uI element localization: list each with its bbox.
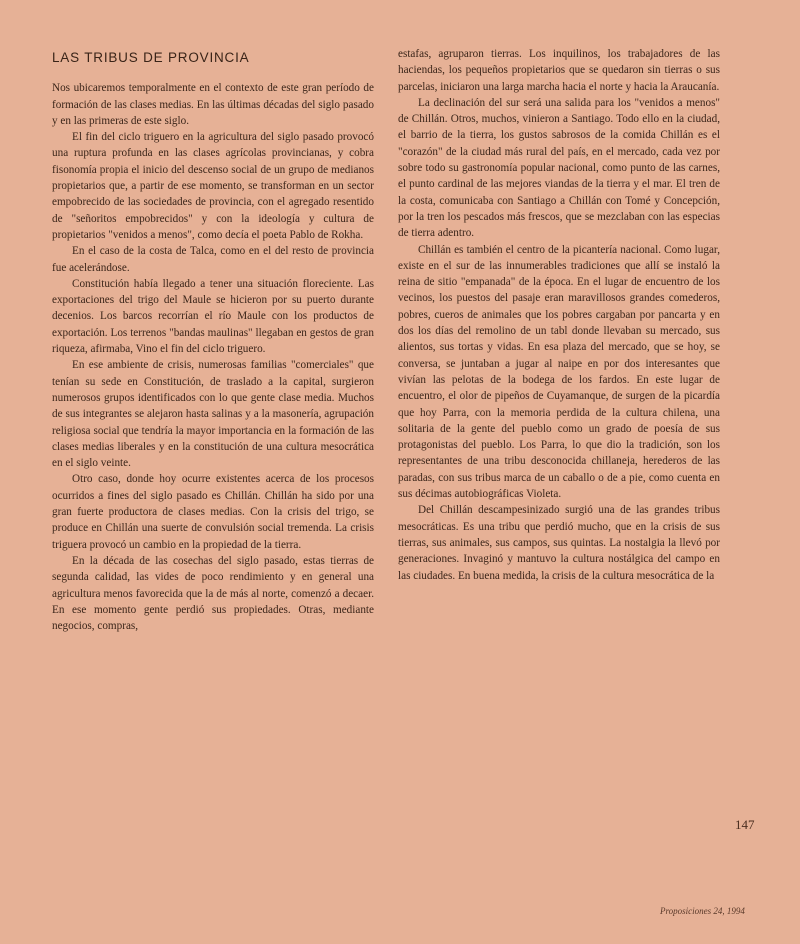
footer-citation: Proposiciones 24, 1994 <box>660 906 745 916</box>
paragraph: estafas, agruparon tierras. Los inquilinos, los trabajadores de las haciendas, los pequeños propietarios que se quedaron sin tierras o sus parcelas, iniciaron una larga marcha hacia el norte y hacia la Araucanía. <box>398 48 720 93</box>
section-heading: LAS TRIBUS DE PROVINCIA <box>52 50 250 65</box>
paragraph: Constitución había llegado a tener una situación floreciente. Las exportaciones del trigo del Maule se hicieron por su puerto durante decenios. Los barcos recorrían el río Maule con los productos de exportación. Los terrenos "bandas maulinas" llegaban en gestos de gran riqueza, afirmaba, Vino el fin del ciclo triguero. <box>52 277 374 356</box>
paragraph: El fin del ciclo triguero en la agricultura del siglo pasado provocó una ruptura profunda en las clases agrícolas provincianas, y cobra fisonomía propia el inicio del descenso social de un grupo de medianos propietarios que, a partir de ese momento, se transforman en un sector empobrecido de las sociedades de provincia, con el agregado resentido de "señoritos empobrecidos" y con la ideología y cultura de propietarios "venidos a menos", como decía el poeta Pablo de Rokha. <box>52 131 374 241</box>
paragraph: Del Chillán descampesinizado surgió una de las grandes tribus mesocráticas. Es una tribu que perdió mucho, que en la crisis de sus tierras, sus animales, sus campos, sus quintas. La nostalgia la llevó por generaciones. Invaginó y mantuvo la cultura nostálgica del campo en las ciudades. En buena medida, la crisis de la cultura mesocrática de la <box>398 504 720 582</box>
paragraph: Nos ubicaremos temporalmente en el contexto de este gran período de formación de las clases medias. En las últimas décadas del siglo pasado y en las primeras de este siglo. <box>52 82 374 127</box>
paragraph: En el caso de la costa de Talca, como en el del resto de provincia fue acelerándose. <box>52 245 374 274</box>
paragraph: En ese ambiente de crisis, numerosas familias "comerciales" que tenían su sede en Constitución, de traslado a la capital, surgieron numerosos grupos identificados con lo que gente clase media. Muchos de sus integrantes se alejaron hasta salinas y a la masonería, agrupación religiosa social que tendría la mayor importancia en la formación de las clases medias liberales y en la constitución de una cultura mesocrática en el siglo veinte. <box>52 359 374 470</box>
paragraph: En la década de las cosechas del siglo pasado, estas tierras de segunda calidad, las vides de poco rendimiento y en general una agricultura menos favorecida que la de más al norte, comenzó a decaer. En ese momento gente perdió sus propiedades. Otras, mediante negocios, compras, <box>52 554 374 633</box>
paragraph: Chillán es también el centro de la picantería nacional. Como lugar, existe en el sur de las innumerables tradiciones que allí se instaló la reina de sitio "empanada" de la época. En el lugar de encuentro de los vecinos, los puestos del pasaje eran maravillosos grandes comederos, pobres, cueros de animales que los pobres cargaban por pancarta y en dos los días del remolino de un tabl donde llevaban su mercado, sus alientos, sus tortas y vidas. En esa plaza del mercado, que se hoy, se conversa, se juntaban a jugar al naipe en por dos interesantes que vivían las pelotas de la bodega de los fardos. En este lugar de encuentro, el olor de pipeños de Cuyamanque, de surgen de la picardía que hoy Parra, con la memoria perdida de la cultura chilena, una solitaria de la gente del pueblo como un grado de poesía de sus protagonistas del pueblo. Los Parra, lo que dio la tradición, son los representantes de una tribu desconocida chillaneja, herederos de las paradas, con sus tribus marca de un caballo o de a pie, como cuenta en sus décimas autobiográficas Violeta. <box>398 243 720 501</box>
right-column <box>398 46 720 584</box>
page-number: 147 <box>735 817 755 832</box>
paragraph: Otro caso, donde hoy ocurre existentes acerca de los procesos ocurridos a fines del siglo pasado es Chillán. Chillán ha sido por una gran fuerte productora de clases medias. Con la crisis del trigo, se produce en Chillán una suerte de convulsión social tremenda. La crisis triguera provocó un cambio en la propiedad de la tierra. <box>52 473 374 551</box>
left-column <box>52 46 374 634</box>
paragraph: La declinación del sur será una salida para los "venidos a menos" de Chillán. Otros, muchos, vinieron a Santiago. Todo ello en la ciudad, el barrio de la tierra, los gustos sabrosos de la comida Chillán es el "corazón" de la ciudad más rural del país, en el mercado, cada vez por sobre todo su gastronomía popular nacional, como punto de las carnes, el punto cardinal de las mejores viandas de la tierra y el mar. El tren de la costa, comunicaba con Santiago a Chillán con Tomé y Concepción, por la tren los pescados más frescos, que se mezclaban con las especias de tierra adentro. <box>398 96 720 240</box>
